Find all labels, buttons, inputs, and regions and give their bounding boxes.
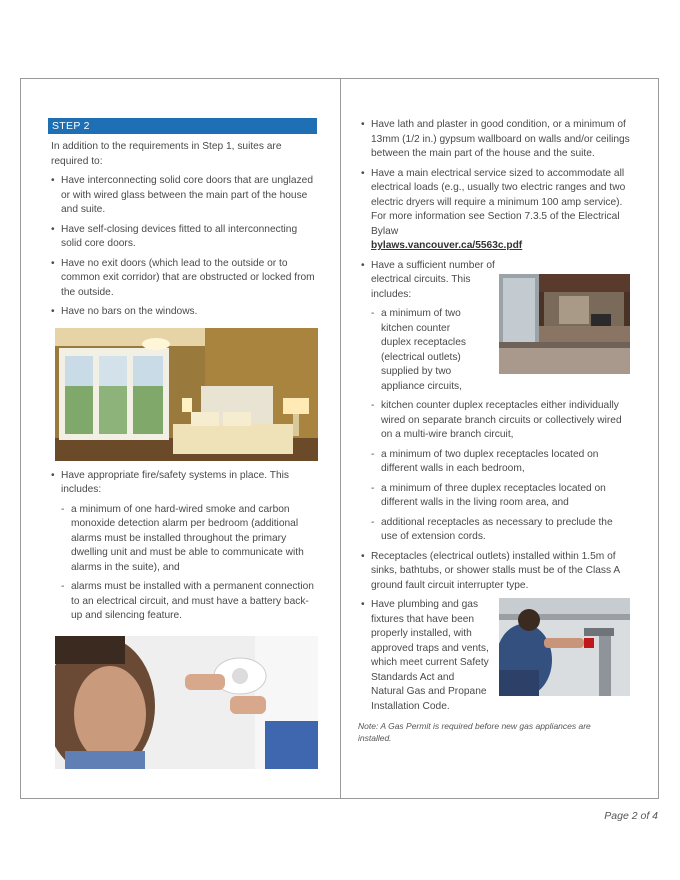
sub-list-item: - additional receptacles as necessary to preclude the use of extension cords. bbox=[371, 516, 630, 545]
list-item: • Have no exit doors (which lead to the outside or to common exit corridor) that are obstructed or locked from the outside. bbox=[48, 257, 320, 301]
sub-list-item: - a minimum of one hard-wired smoke and carbon monoxide detection alarm per bedroom (additional alarms must be installed throughout the primary dwelling unit and must be able to communicate with alarms in the suite), and bbox=[61, 503, 320, 576]
sub-list-item: - a minimum of two duplex receptacles located on different walls in each bedroom, bbox=[371, 448, 630, 477]
list-item: • Have self-closing devices fitted to all interconnecting solid core doors. bbox=[48, 223, 320, 252]
plumber-photo bbox=[499, 598, 630, 696]
step-header: STEP 2 bbox=[48, 118, 317, 134]
sub-list-item: - kitchen counter duplex receptacles either individually wired on separate branch circuits or collectively wired on a multi-wire branch circuit, bbox=[371, 399, 630, 443]
list-item: • Have interconnecting solid core doors that are unglazed or with wired glass between the main part of the house and suite. bbox=[48, 174, 320, 218]
kitchen-photo bbox=[499, 274, 630, 374]
column-divider bbox=[340, 78, 341, 799]
circuits-text: • Have a sufficient number of electrical circuits. This includes: bbox=[371, 259, 495, 300]
page-number: Page 2 of 4 bbox=[604, 810, 658, 822]
sub-list-item: - a minimum of two kitchen counter duplex receptacles (electrical outlets) supplied by two appliance circuits, bbox=[371, 307, 479, 394]
electrical-service-text: Have a main electrical service sized to accommodate all electrical loads (e.g., usually two electric ranges and two electric dryers will require a minimum 100 amp service). For more information see Section 7.3.5 of the Electrical Bylaw bbox=[371, 167, 626, 237]
right-column bbox=[358, 118, 630, 744]
bedroom-photo bbox=[55, 328, 318, 461]
step-intro: In addition to the requirements in Step 1, suites are required to: bbox=[51, 141, 282, 167]
requirements-list bbox=[48, 174, 320, 320]
smoke-alarm-photo bbox=[55, 636, 318, 769]
left-column bbox=[48, 118, 320, 769]
fire-safety-text: Have appropriate fire/safety systems in place. This includes: bbox=[61, 469, 289, 495]
fire-safety-sublist bbox=[61, 503, 320, 624]
list-item bbox=[358, 259, 630, 545]
sub-list-item: - alarms must be installed with a permanent connection to an electrical circuit, and must have a battery back-up and silencing feature. bbox=[61, 580, 320, 624]
sub-list-item: - a minimum of three duplex receptacles located on different walls in the living room area, and bbox=[371, 482, 630, 511]
gas-permit-note: Note: A Gas Permit is required before new gas appliances are installed. bbox=[358, 721, 591, 743]
list-item bbox=[358, 598, 630, 714]
bylaw-link[interactable]: bylaws.vancouver.ca/5563c.pdf bbox=[371, 240, 523, 251]
list-item: • Have no bars on the windows. bbox=[48, 305, 320, 320]
list-item: • Have lath and plaster in good condition, or a minimum of 13mm (1/2 in.) gypsum wallboard on walls and/or ceilings between the main part of the house and the suite. bbox=[358, 118, 630, 162]
fire-safety-list bbox=[48, 469, 320, 624]
right-requirements-list bbox=[358, 118, 630, 714]
plumbing-text: • Have plumbing and gas fixtures that have been properly installed, with approved traps and vents, which meet current Safety Standards Act and Natural Gas and Propane Installation Code. bbox=[371, 599, 489, 712]
list-item bbox=[48, 469, 320, 624]
list-item: • Receptacles (electrical outlets) installed within 1.5m of sinks, bathtubs, or shower stalls must be of the Class A ground fault circuit interrupter type. bbox=[358, 550, 630, 594]
list-item bbox=[358, 167, 630, 254]
